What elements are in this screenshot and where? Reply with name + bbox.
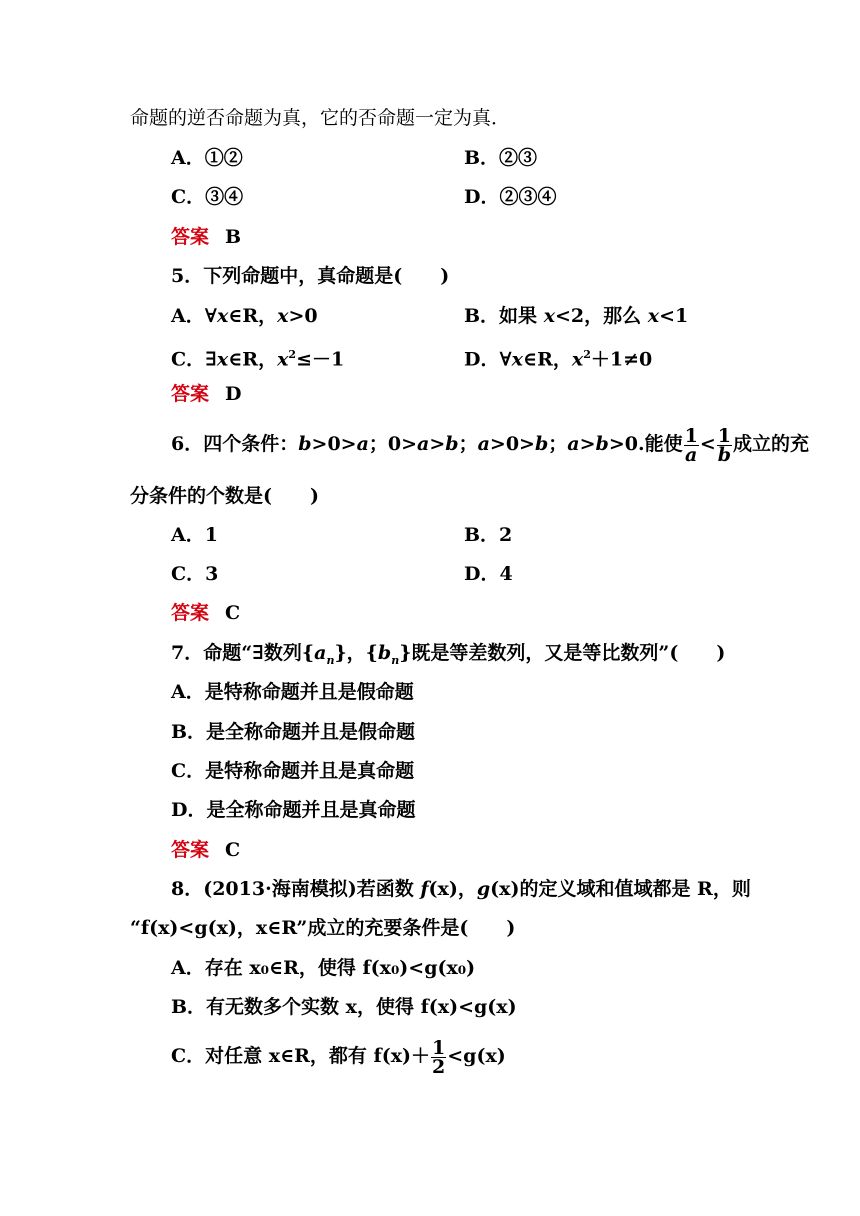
q8-option-c: C．对任意 x∈R，都有 f(x)＋ $\frac{1}{2}$ <g(x) [171, 1036, 506, 1078]
q7-answer [171, 838, 240, 862]
answer-label: 答案 [171, 226, 210, 248]
q6-option-a: A．1 [171, 524, 218, 546]
q4-option-a: A．①② [171, 147, 243, 169]
q5-option-a: A．∀x∈R，x>0 [171, 305, 318, 327]
q4-option-b: B．②③ [464, 147, 538, 169]
q8-stem-line2: “f(x)<g(x)，x∈R”成立的充要条件是( ) [130, 917, 516, 939]
q7-option-d: D．是全称命题并且是真命题 [171, 799, 416, 821]
q6-option-d: D．4 [464, 563, 513, 585]
q7-stem: 7．命题“∃数列$\{a_n\}$，$\{b_n\}$既是等差数列，又是等比数列”( ) [171, 642, 726, 667]
q5-stem: 5．下列命题中，真命题是( ) [171, 265, 450, 287]
answer-value: C [225, 602, 241, 624]
q8-option-a: A．存在 x₀∈R，使得 f(x₀)<g(x₀) [171, 957, 476, 979]
q5-option-d: D．∀x∈R，$x^2+1\ne 0$ [464, 348, 653, 371]
q8-stem-line1: 8．(2013·海南模拟)若函数 f(x)，g(x)的定义域和值域都是 R，则 [171, 878, 751, 900]
q4-option-d: D．②③④ [464, 186, 557, 208]
answer-label: 答案 [171, 839, 210, 861]
fraction-1-over-a: $\frac{1}{a}$ [684, 424, 698, 466]
answer-label: 答案 [171, 383, 210, 405]
q6-stem-line2: 分条件的个数是( ) [130, 485, 319, 507]
q6-answer [171, 601, 240, 625]
fraction-1-over-b: $\frac{1}{b}$ [717, 424, 731, 466]
q5-answer [171, 382, 242, 406]
q7-option-a: A．是特称命题并且是假命题 [171, 681, 414, 703]
answer-value: C [225, 839, 241, 861]
q6-option-b: B．2 [464, 524, 513, 546]
answer-value: D [225, 383, 242, 405]
fraction-1-over-2: $\frac{1}{2}$ [432, 1036, 446, 1078]
q4-answer [171, 225, 241, 249]
q4-option-c: C．③④ [171, 186, 244, 208]
q5-option-b: B．如果 x<2，那么 x<1 [464, 305, 689, 327]
q7-option-c: C．是特称命题并且是真命题 [171, 760, 415, 782]
q6-option-c: C．3 [171, 563, 219, 585]
q6-stem-line1: 6．四个条件：b>0>a；0>a>b；a>0>b；a>b>0.能使 $\frac{1}{a}<$ $\frac{1}{b}$成立的充 [171, 424, 809, 466]
answer-value: B [225, 226, 242, 248]
answer-label: 答案 [171, 602, 210, 624]
continuation-text: 命题的逆否命题为真，它的否命题一定为真． [130, 107, 511, 129]
q5-option-c: C．∃x∈R，$x^2\le-1$ [171, 348, 345, 371]
q8-option-b: B．有无数多个实数 x，使得 f(x)<g(x) [171, 996, 517, 1018]
q7-option-b: B．是全称命题并且是假命题 [171, 721, 416, 743]
